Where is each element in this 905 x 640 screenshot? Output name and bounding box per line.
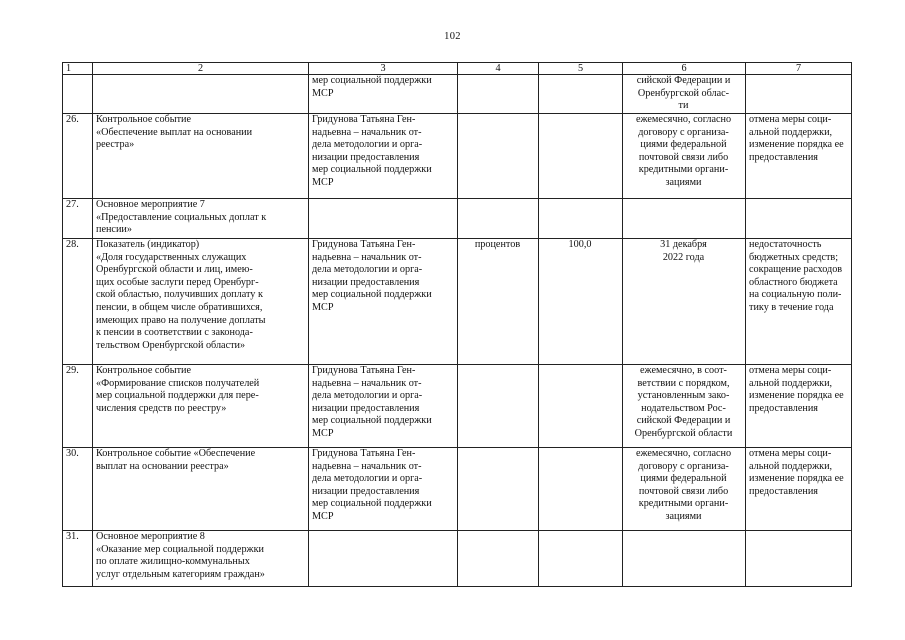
responsible-person: Гридунова Татьяна Ген- надьевна – начальник от- дела методологии и орга- низации предоставления мер социальной поддержки МСР [309,114,458,199]
consequences-cell [746,531,852,587]
column-number: 4 [458,63,539,75]
row-number: 27. [63,199,93,239]
table-row [63,239,852,365]
table-row [63,448,852,531]
responsible-person [309,199,458,239]
column-number: 5 [539,63,623,75]
value-cell [539,199,623,239]
unit-cell [458,365,539,448]
row-number: 28. [63,239,93,365]
responsible-person: Гридунова Татьяна Ген- надьевна – начальник от- дела методологии и орга- низации предоставления мер социальной поддержки МСР [309,448,458,531]
term-cell [623,199,746,239]
consequences-cell [746,199,852,239]
measure-name: Основное мероприятие 8 «Оказание мер социальной поддержки по оплате жилищно-коммунальных услуг отдельным категориям граждан» [93,531,309,587]
table-row [63,114,852,199]
unit-cell: процентов [458,239,539,365]
unit-cell [458,448,539,531]
consequences-cell: отмена меры соци- альной поддержки, изменение порядка ее предоставления [746,448,852,531]
measure-name: Показатель (индикатор) «Доля государственных служащих Оренбургской области и лиц, имею- щих особые заслуги перед Оренбург- ской областью, получивших доплату к пенсии, в общем числе обратившихся, имеющих право на получение доплаты к пенсии в соответствии с законода- тельством Оренбургской области» [93,239,309,365]
term-cell: ежемесячно, в соот- ветствии с порядком, установленным зако- нодательством Рос- сийской Федерации и Оренбургской области [623,365,746,448]
measure-name: Основное мероприятие 7 «Предоставление социальных доплат к пенсии» [93,199,309,239]
column-number: 1 [63,63,93,75]
value-cell [539,531,623,587]
consequences-cell: отмена меры соци- альной поддержки, изменение порядка ее предоставления [746,365,852,448]
value-cell [539,448,623,531]
value-cell [539,114,623,199]
column-number: 2 [93,63,309,75]
consequences-cell [746,75,852,114]
unit-cell [458,114,539,199]
term-cell: 31 декабря 2022 года [623,239,746,365]
measure-name: Контрольное событие «Обеспечение выплат на основании реестра» [93,448,309,531]
term-cell: ежемесячно, согласно договору с организа- циями федеральной почтовой связи либо кредитными органи- зациями [623,448,746,531]
responsible-person: мер социальной поддержки МСР [309,75,458,114]
column-number-row [63,63,852,75]
row-number: 26. [63,114,93,199]
row-number [63,75,93,114]
table-row [63,199,852,239]
term-cell [623,531,746,587]
term-cell: сийской Федерации и Оренбургской облас- ти [623,75,746,114]
row-number: 30. [63,448,93,531]
unit-cell [458,199,539,239]
table-row [63,75,852,114]
page-number: 102 [444,31,461,42]
column-number: 3 [309,63,458,75]
value-cell [539,365,623,448]
unit-cell [458,75,539,114]
unit-cell [458,531,539,587]
plan-table [62,62,852,587]
column-number: 7 [746,63,852,75]
consequences-cell: отмена меры соци- альной поддержки, изменение порядка ее предоставления [746,114,852,199]
table-row [63,531,852,587]
consequences-cell: недостаточность бюджетных средств; сокращение расходов областного бюджета на социальную поли- тику в течение года [746,239,852,365]
row-number: 29. [63,365,93,448]
responsible-person: Гридунова Татьяна Ген- надьевна – начальник от- дела методологии и орга- низации предоставления мер социальной поддержки МСР [309,365,458,448]
column-number: 6 [623,63,746,75]
value-cell: 100,0 [539,239,623,365]
plan-table-body [63,63,852,587]
value-cell [539,75,623,114]
measure-name [93,75,309,114]
measure-name: Контрольное событие «Обеспечение выплат на основании реестра» [93,114,309,199]
responsible-person: Гридунова Татьяна Ген- надьевна – начальник от- дела методологии и орга- низации предоставления мер социальной поддержки МСР [309,239,458,365]
term-cell: ежемесячно, согласно договору с организа- циями федеральной почтовой связи либо кредитными органи- зациями [623,114,746,199]
table-row [63,365,852,448]
row-number: 31. [63,531,93,587]
measure-name: Контрольное событие «Формирование списков получателей мер социальной поддержки для пере- числения средств по реестру» [93,365,309,448]
responsible-person [309,531,458,587]
